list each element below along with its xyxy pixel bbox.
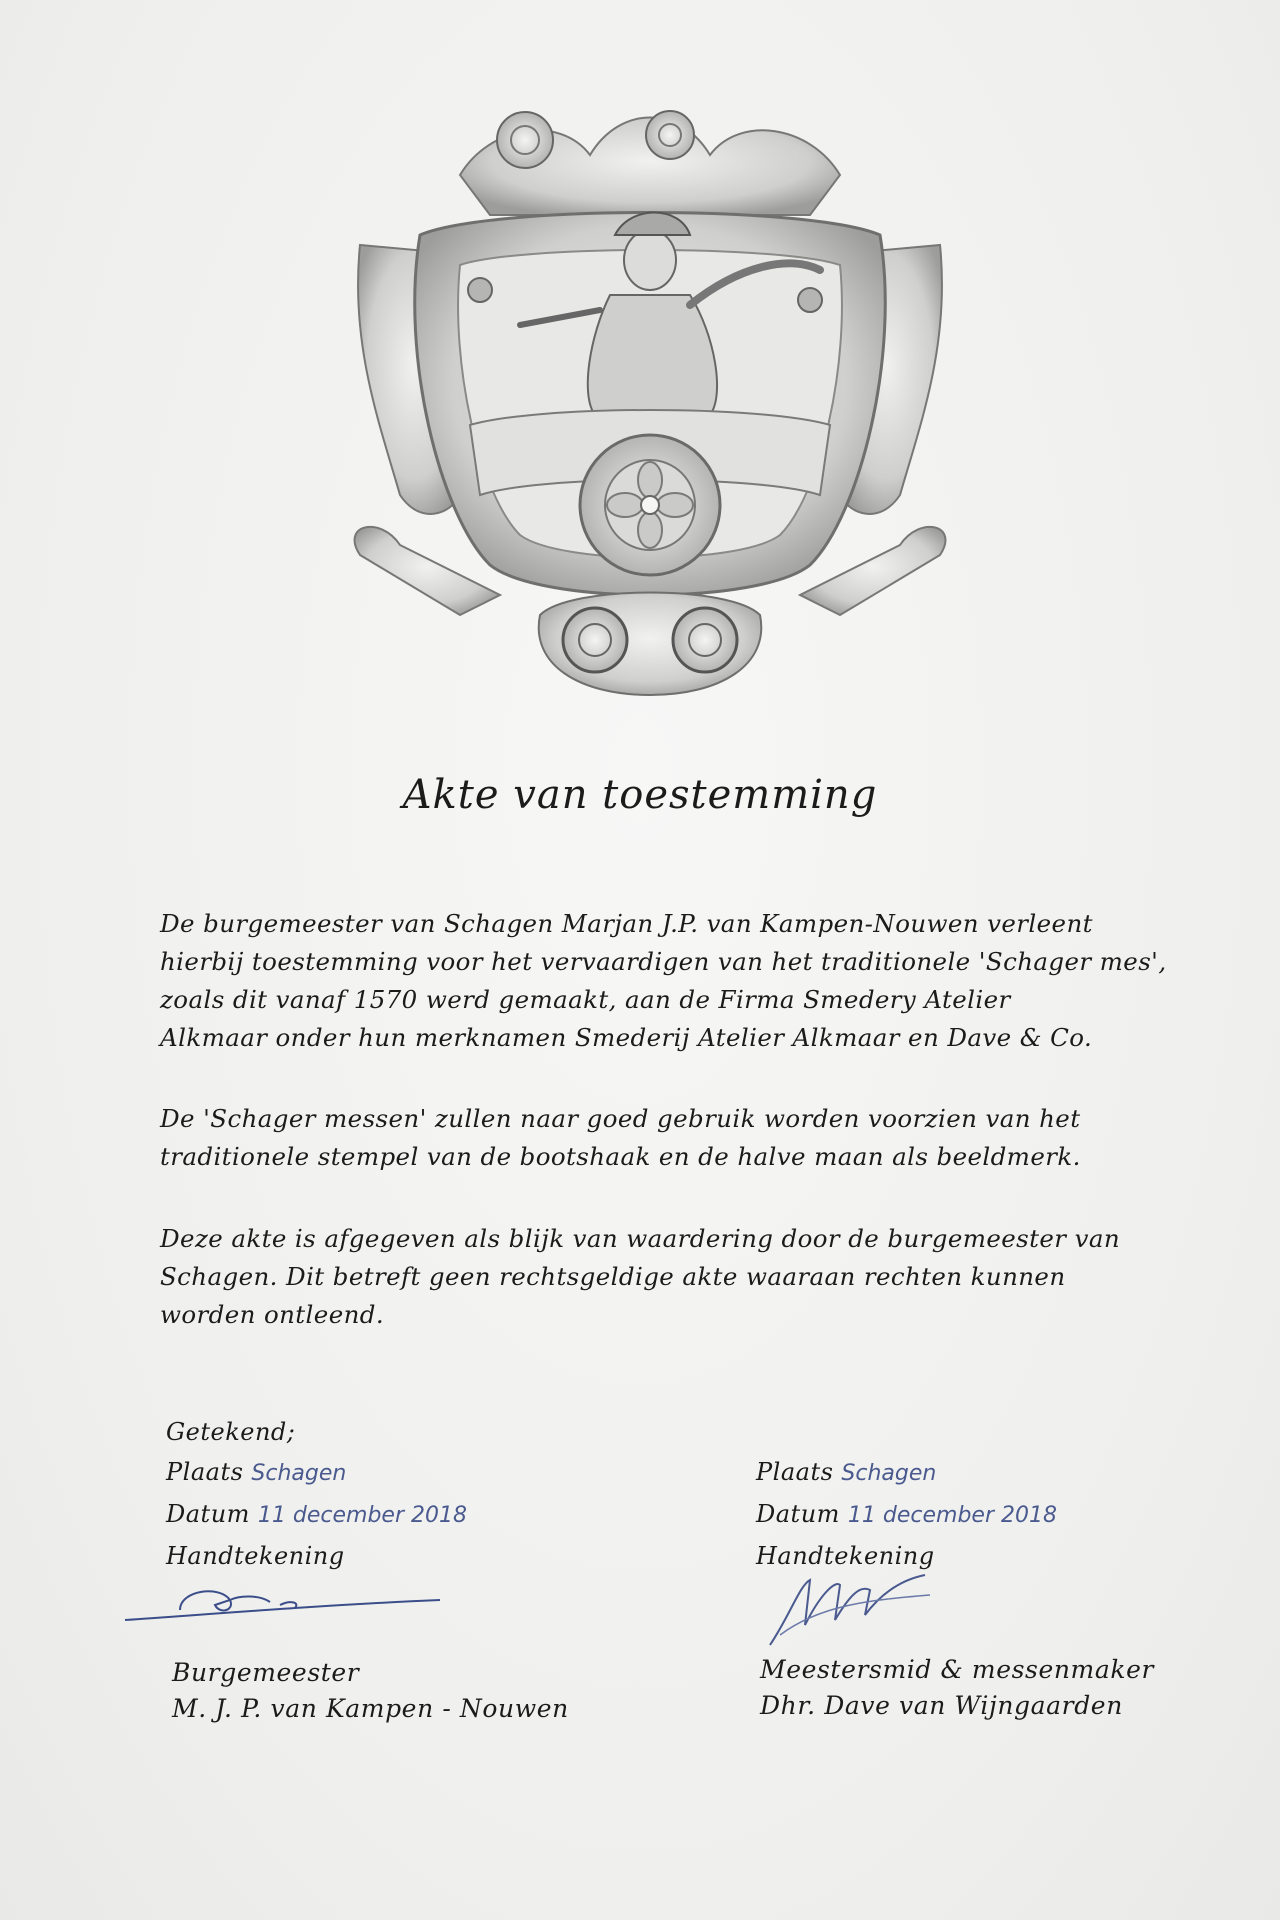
- date-value: 11 december 2018: [257, 1503, 467, 1528]
- paragraph-permission: [160, 905, 1170, 1057]
- paragraph-line: Alkmaar onder hun merknamen Smederij Atelier Alkmaar en Dave & Co.: [160, 1023, 1093, 1052]
- date-value: 11 december 2018: [847, 1503, 1057, 1528]
- certificate-title: Akte van toestemming: [402, 772, 878, 818]
- place-label: Plaats: [756, 1458, 834, 1486]
- paragraph-disclaimer: [160, 1220, 1170, 1334]
- place-row: [756, 1452, 1216, 1494]
- date-label: Datum: [166, 1500, 250, 1528]
- paragraph-line: worden ontleend.: [160, 1300, 385, 1329]
- date-row: [756, 1494, 1216, 1536]
- signature-label: Handtekening: [756, 1542, 935, 1570]
- paragraph-line: Deze akte is afgegeven als blijk van waardering door de burgemeester van: [160, 1224, 1121, 1253]
- smith-role: Meestersmid & messenmaker: [760, 1655, 1155, 1684]
- paragraph-line: zoals dit vanaf 1570 werd gemaakt, aan de Firma Smedery Atelier: [160, 985, 1011, 1014]
- smith-credentials: [760, 1652, 1154, 1724]
- paragraph-line: hierbij toestemming voor het vervaardigen van het traditionele 'Schager mes',: [160, 947, 1167, 976]
- coat-of-arms-drawing: [340, 95, 960, 725]
- place-value: Schagen: [251, 1461, 347, 1486]
- signature-label: Handtekening: [166, 1542, 345, 1570]
- smith-name: Dhr. Dave van Wijngaarden: [760, 1691, 1123, 1720]
- mayor-role: Burgemeester: [172, 1658, 360, 1687]
- place-label: Plaats: [166, 1458, 244, 1486]
- smith-signature: [760, 1565, 940, 1655]
- paragraph-line: De burgemeester van Schagen Marjan J.P. van Kampen-Nouwen verleent: [160, 909, 1093, 938]
- paragraph-line: traditionele stempel van de bootshaak en de halve maan als beeldmerk.: [160, 1142, 1081, 1171]
- paragraph-stamp: [160, 1100, 1170, 1176]
- place-row: [166, 1452, 626, 1494]
- date-row: [166, 1494, 626, 1536]
- paragraph-line: De 'Schager messen' zullen naar goed gebruik worden voorzien van het: [160, 1104, 1081, 1133]
- mayor-signature: [120, 1580, 450, 1640]
- signed-intro: Getekend;: [166, 1418, 296, 1446]
- signature-block-mayor: [166, 1412, 626, 1576]
- place-value: Schagen: [841, 1461, 937, 1486]
- mayor-credentials: [172, 1655, 569, 1727]
- date-label: Datum: [756, 1500, 840, 1528]
- signature-block-smith: [756, 1452, 1216, 1576]
- mayor-name: M. J. P. van Kampen - Nouwen: [172, 1694, 569, 1723]
- paragraph-line: Schagen. Dit betreft geen rechtsgeldige akte waaraan rechten kunnen: [160, 1262, 1066, 1291]
